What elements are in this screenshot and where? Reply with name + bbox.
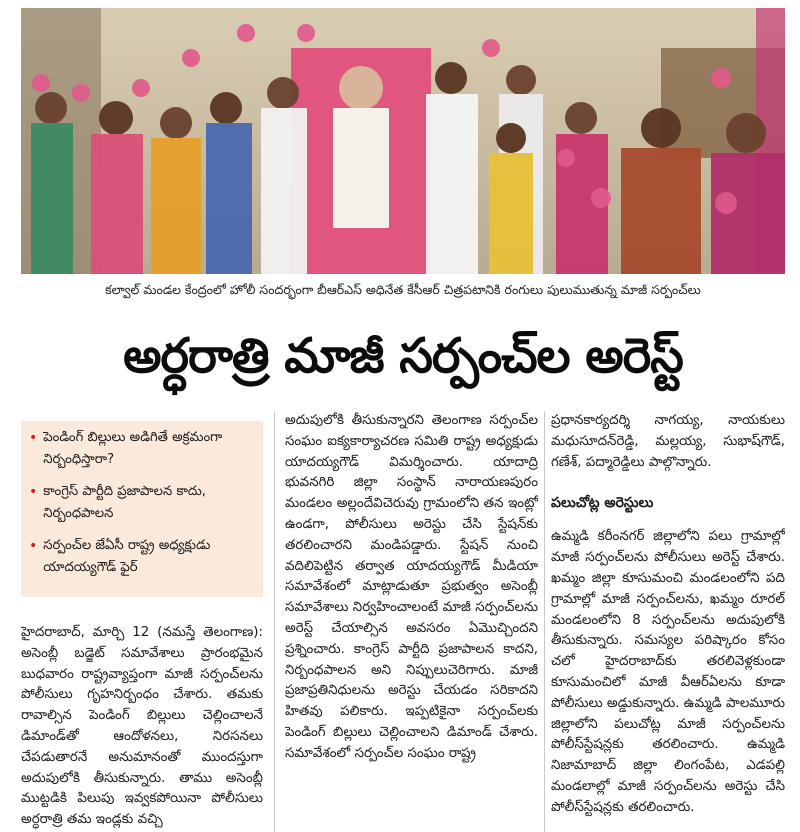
column-divider — [544, 411, 545, 832]
article-paragraph: ఉమ్మడి కరీంనగర్ జిల్లాలోని పలు గ్రామాల్లో మాజీ సర్పంచ్‌లను పోలీసులు అరెస్ట్ చేశారు. ఖమ్మం జిల్లా కూసుమంచి మండలంలోని పది గ్రామాల్లో మాజీ సర్పంచ్‌లను, ఖమ్మం రూరల్ మండలంలోని 8 సర్పంచ్‌లను అదుపులోకి తీసుకున్నారు. సమస్యల పరిష్కారం కోసం చలో హైదరాబాద్‌కు తరలివెళ్లకుండా కూసుమంచిలో మాజీ వీఆర్ఏలను కూడా పోలీసులు అడ్డుకున్నారు. ఉమ్మడి పాలమూరు జిల్లాలోని పలుచోట్ల మాజీ సర్పంచ్‌లను పోలీస్‌స్టేషన్లకు తరలించారు. ఉమ్మడి నిజామాబాద్ జిల్లా లింగంపేట, ఎడపల్లి మండలాల్లో మాజీ సర్పంచ్‌లను అరెస్టు చేసి పోలీస్‌స్టేషన్లకు తరలించారు. — [551, 529, 785, 815]
news-photo — [21, 8, 785, 274]
highlight-text: సర్పంచ్‌ల జేఏసీ రాష్ట్ర అధ్యక్షుడు యాదయ్యగౌడ్ ఫైర్ — [43, 538, 211, 575]
highlight-text: కాంగ్రెస్ పార్టీది ప్రజాపాలన కాదు, నిర్బంధపాలన — [43, 484, 206, 521]
highlight-text: పెండింగ్ బిల్లులు అడిగితే అక్రమంగా నిర్బంధిస్తారా? — [43, 430, 223, 467]
bullet-icon: • — [29, 484, 38, 500]
bullet-icon: • — [29, 430, 38, 446]
section-subheading: పలుచోట్ల అరెస్టులు — [551, 495, 654, 512]
article-paragraph: ప్రధానకార్యదర్శి నాగయ్య, నాయకులు మధుసూదన్‌రెడ్డి, మల్లయ్య, సుభాష్‌గౌడ్, గణేశ్, పద్మారెడ్డిలు పాల్గొన్నారు. — [551, 413, 785, 470]
headline: అర్ధరాత్రి మాజీ సర్పంచ్‌ల అరెస్ట్ — [123, 328, 683, 384]
article-column-2 — [285, 411, 538, 832]
photo-icon — [21, 8, 785, 274]
highlight-item — [29, 481, 255, 525]
article-paragraph: అదుపులోకి తీసుకున్నారని తెలంగాణ సర్పంచ్‌ల సంఘం ఐక్యకార్యాచరణ సమితి రాష్ట్ర అధ్యక్షుడు యాదయ్యగౌడ్ విమర్శించారు. యాదాద్రి భువనగిరి జిల్లా సంస్థాన్ నారాయణపురం మండలం అల్లందేవిచెరువు గ్రామంలోని తన ఇంట్లో ఉండగా, పోలీసులు అరెస్టు చేసి స్టేషన్‌కు తరలించారని మండిపడ్డారు. స్టేషన్ నుంచి వదిలిపెట్టిన తర్వాత యాదయ్యగౌడ్ మీడియా సమావేశంలో మాట్లాడుతూ ప్రభుత్వం అసెంబ్లీ సమావేశాలు నిర్వహించాలంటే మాజీ సర్పంచ్‌లను అరెస్ట్ చేయాల్సిన అవసరం ఏమొచ్చిందని ప్రశ్నించారు. కాంగ్రెస్ పార్టీది ప్రజాపాలన కాదని, నిర్బంధపాలన అని నిప్పులుచెరిగారు. మాజీ ప్రజాప్రతినిధులను అరెస్టు చేయడం సరికాదని హితవు పలికారు. ఇప్పటికైనా సర్పంచ్‌లకు పెండింగ్ బిల్లులు చెల్లించాలని డిమాండ్ చేశారు. సమావేశంలో సర్పంచ్‌ల సంఘం రాష్ట్ర — [285, 413, 538, 761]
article-column-1 — [21, 623, 263, 832]
highlights-box — [21, 421, 263, 597]
column-divider — [274, 411, 275, 832]
bullet-icon: • — [29, 538, 38, 554]
article-paragraph: హైదరాబాద్, మార్చి 12 (నమస్తే తెలంగాణ): అసెంబ్లీ బడ్జెట్ సమావేశాలు ప్రారంభమైన బుధవారం రాష్ట్రవ్యాప్తంగా మాజీ సర్పంచ్‌లను పోలీసులు గృహనిర్బంధం చేశారు. తమకు రావాల్సిన పెండింగ్ బిల్లులు చెల్లించాలనే డిమాండ్‌తో ఆందోళనలు, నిరసనలు చేపడుతారనే అనుమానంతో ముందస్తుగా అదుపులోకి తీసుకున్నారు. తాము అసెంబ్లీ ముట్టడికి పిలుపు ఇవ్వకపోయినా పోలీసులు అర్ధరాత్రి తమ ఇండ్లకు వచ్చి — [21, 625, 263, 828]
article-column-3 — [551, 411, 785, 832]
highlight-item — [29, 535, 255, 579]
photo-caption: కల్వాల్ మండల కేంద్రంలో హోలీ సందర్భంగా బీఆర్ఎస్ అధినేత కేసీఆర్ చిత్రపటానికి రంగులు పులుముతున్న మాజీ సర్పంచ్‌లు — [105, 282, 701, 297]
highlight-item — [29, 427, 255, 471]
